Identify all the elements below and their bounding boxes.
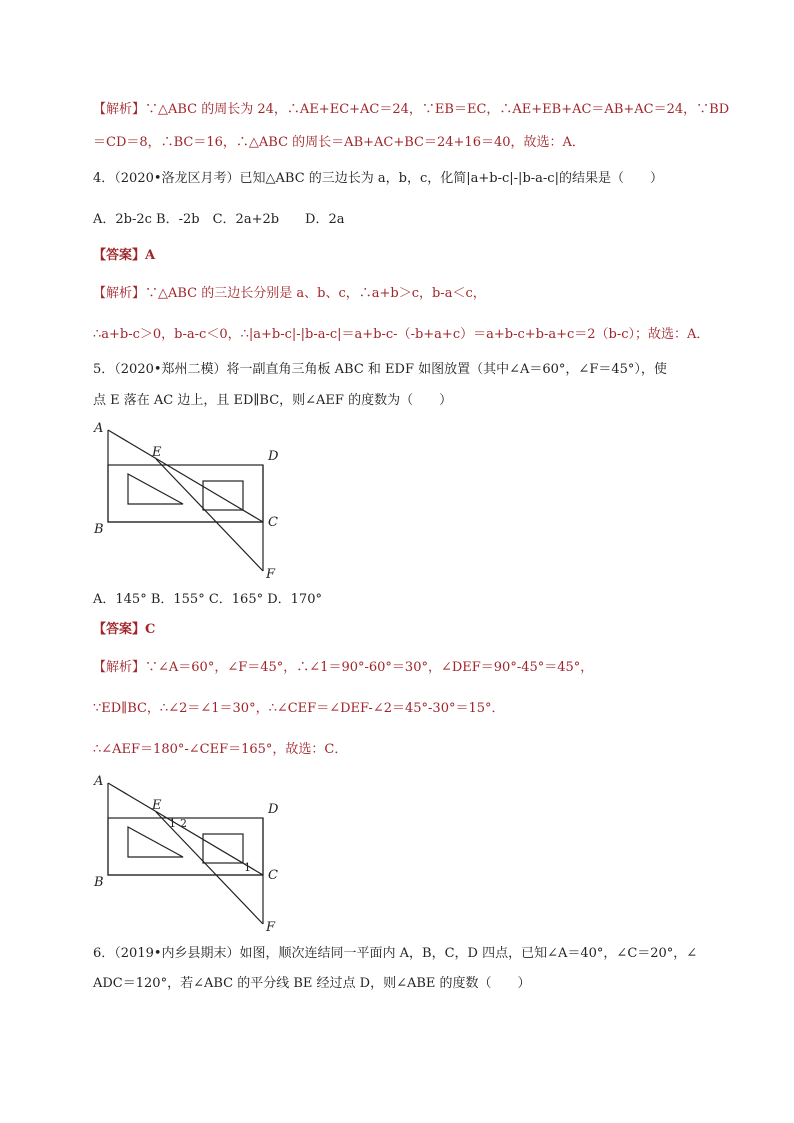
inner-rectangle [203, 481, 243, 510]
label-e-2: E [152, 798, 162, 813]
angle-2-label: 2 [180, 817, 187, 830]
q5-stem-line2: 点 E 落在 AC 边上，且 ED∥BC，则∠AEF 的度数为（ ） [93, 393, 453, 408]
q6-stem-line1: 6．（2019•内乡县期末）如图，顺次连结同一平面内 A，B，C，D 四点，已知∠A＝40°，∠C＝20°，∠ [93, 946, 698, 961]
q5-analysis-line3: ∴∠AEF＝180°-∠CEF＝165°，故选：C． [93, 742, 348, 757]
label-a: A [94, 421, 104, 436]
label-b: B [94, 522, 104, 537]
angle-1-label: 1 [169, 817, 176, 830]
q5-analysis-line2: ∵ED∥BC，∴∠2＝∠1＝30°，∴∠CEF＝∠DEF-∠2＝45°-30°＝15°． [93, 701, 505, 716]
q5-stem-line1: 5．（2020•郑州二模）将一副直角三角板 ABC 和 EDF 如图放置（其中∠A＝60°，∠F＝45°），使 [93, 362, 667, 377]
q5-figure [90, 418, 290, 583]
label-f: F [266, 567, 276, 582]
q4-analysis-line1: 【解析】∵△ABC 的三边长分别是 a、b、c，∴a+b＞c，b-a＜c， [93, 286, 486, 301]
label-a-2: A [94, 774, 104, 789]
q3-analysis-line1: 【解析】∵△ABC 的周长为 24，∴AE+EC+AC＝24，∵EB＝EC，∴AE+EB+AC＝AB+AC＝24，∵BD [93, 102, 730, 117]
q5-options: A．145° B．155° C．165° D．170° [93, 592, 322, 607]
label-d-2: D [268, 802, 279, 817]
label-c: C [268, 515, 278, 530]
line-ef [156, 459, 263, 571]
label-d: D [268, 449, 279, 464]
q5-answer: 【答案】C [93, 622, 156, 637]
q5-analysis-figure [90, 771, 290, 936]
q4-stem: 4．（2020•洛龙区月考）已知△ABC 的三边长为 a，b，c，化简|a+b-c|-|b-a-c|的结果是（ ） [93, 171, 663, 186]
label-b-2: B [94, 875, 104, 890]
q4-analysis-line2: ∴a+b-c＞0，b-a-c＜0，∴|a+b-c|-|b-a-c|＝a+b-c-（-b+a+c）＝a+b-c+b-a+c＝2（b-c）；故选：A． [93, 327, 710, 342]
q3-analysis-line2: ＝CD＝8，∴BC＝16，∴△ABC 的周长＝AB+AC+BC＝24+16＝40，故选：A． [93, 135, 585, 150]
q4-answer: 【答案】A [93, 248, 156, 263]
label-e: E [152, 445, 162, 460]
rectangle-outline [108, 465, 263, 522]
q5-analysis-line1: 【解析】∵∠A＝60°，∠F＝45°，∴∠1＝90°-60°＝30°，∠DEF＝90°-45°＝45°， [93, 660, 594, 675]
label-c-2: C [268, 868, 278, 883]
q4-options: A．2b-2c B．-2b C．2a+2b D．2a [93, 212, 345, 227]
angle-1-label-c: 1 [244, 861, 251, 874]
q6-stem-line2: ADC＝120°，若∠ABC 的平分线 BE 经过点 D，则∠ABE 的度数（ ） [93, 976, 531, 991]
label-f-2: F [266, 920, 276, 935]
